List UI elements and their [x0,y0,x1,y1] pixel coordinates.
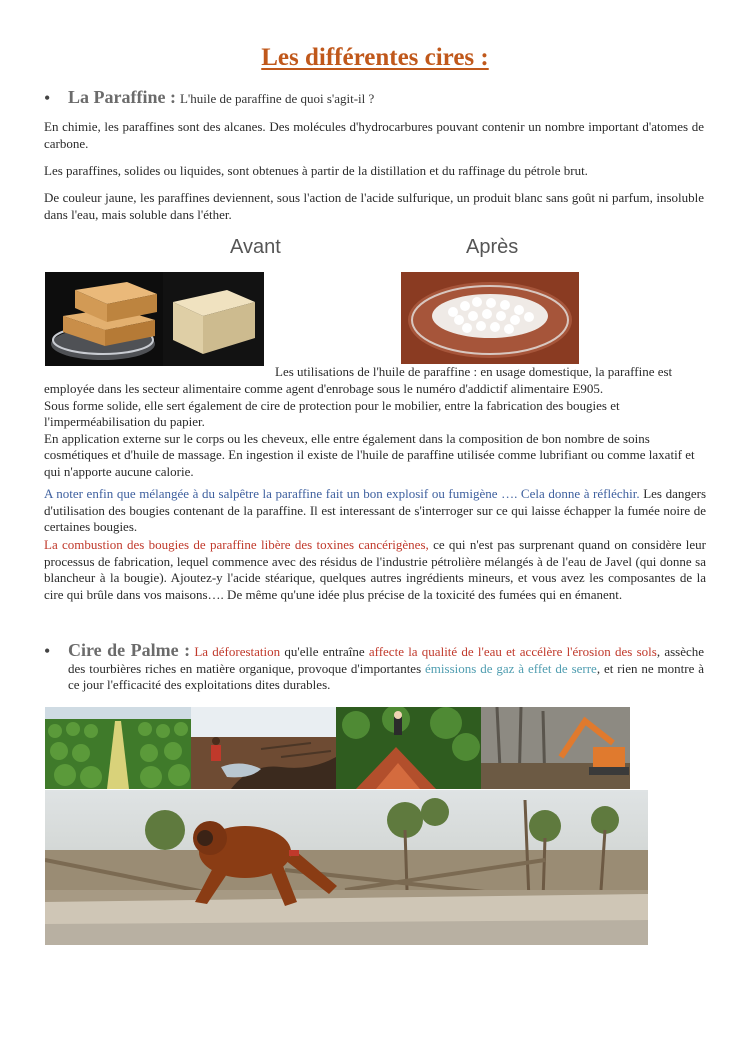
palme-text-4: , assèche des tourbières riches en matière organique, provoque d'importantes [68,644,705,676]
page-title: Les différentes cires : [261,44,489,71]
note-paragraph [44,486,706,536]
erosion-text: affecte la qualité de l'eau et accélère l'érosion des sols [368,644,657,659]
caption-before: Avant [230,236,281,258]
caption-after: Après [466,236,519,258]
orangutan-photo [45,790,648,945]
dangers-text: Les dangers d'utilisation des bougies contenant de la paraffine. Il est interessant de s'interroger sur ce qui laisse échapper la fumée noire de certaines bougies. [44,486,706,534]
palme-heading: Cire de Palme : [68,640,191,660]
palme-text-6: , et rien ne montre à ce jour l'efficacité des exploitations dites durables. [68,660,704,692]
bullet-dot: • [44,641,51,661]
uses-first-line: Les utilisations de l'huile de paraffine : en usage domestique, la paraffine est [275,364,673,379]
palm-plantation-photo [45,707,191,789]
uses-paragraph: employée dans les secteur alimentaire comme agent d'enrobage sous le numéro d'addictif alimentaire E905. Sous forme solide, elle sert également de cire de protection pour le mobilier, entre la fabrication des bougies et l'imperméabilisation du papier. En application externe sur le corps ou les cheveux, elle entre également dans la composition de bon nombre de soins cosmétiques et d'huile de massage. En ingestion il existe de l'huile de paraffine utilisée comme lubrifiant ou comme laxatif et qui n'apporte aucune calorie. [44,381,695,479]
paraffine-heading: La Paraffine : [68,87,176,107]
excavator-photo [481,707,630,789]
paraffin-before-image [45,272,264,366]
paraffine-paragraph-1: En chimie, les paraffines sont des alcanes. Des molécules d'hydrocarbures pouvant contenir un nombre important d'atomes de carbone. [44,119,704,151]
paraffine-paragraph-3: De couleur jaune, les paraffines deviennent, sous l'action de l'acide sulfurique, un produit blanc sans goût ni parfum, insoluble dans l'eau, mais soluble dans l'éther. [44,190,704,222]
cleared-land-photo [191,707,336,789]
paraffine-paragraph-2: Les paraffines, solides ou liquides, sont obtenues à partir de la distillation et du raffinage du pétrole brut. [44,163,588,178]
paraffine-subheading: L'huile de paraffine de quoi s'agit-il ? [179,91,375,106]
combustion-warning: La combustion des bougies de paraffine libère des toxines cancérigènes, [44,537,429,552]
combustion-paragraph [44,537,706,603]
bullet-dot: • [44,88,51,108]
emissions-text: émissions de gaz à effet de serre [425,660,597,676]
palme-text-2: qu'elle entraîne [280,644,369,659]
palm-cutting-photo [336,707,481,789]
palme-paragraph [68,642,704,694]
explosive-note: A noter enfin que mélangée à du salpêtre la paraffine fait un bon explosif ou fumigène …. Cela donne à réfléchir. [44,486,640,501]
deforestation-text: La déforestation [194,644,281,659]
paraffine-heading-line [68,87,374,108]
combustion-text: ce qui n'est pas surprenant quand on considère leur processus de fabrication, lequel commence avec des résidus de l'industrie pétrolière mélangés à de l'eau de Javel (qui donne sa blancheur à la bougie). Ajoutez-y l'acide stéarique, quelques autres ingrédients mineurs, et vous avez les composantes de la cire qui brûle dans vos maisons…. De même qu'une idée plus précise de la toxicité des fumées qui en émanent. [44,537,706,602]
paraffin-after-image [401,272,579,364]
